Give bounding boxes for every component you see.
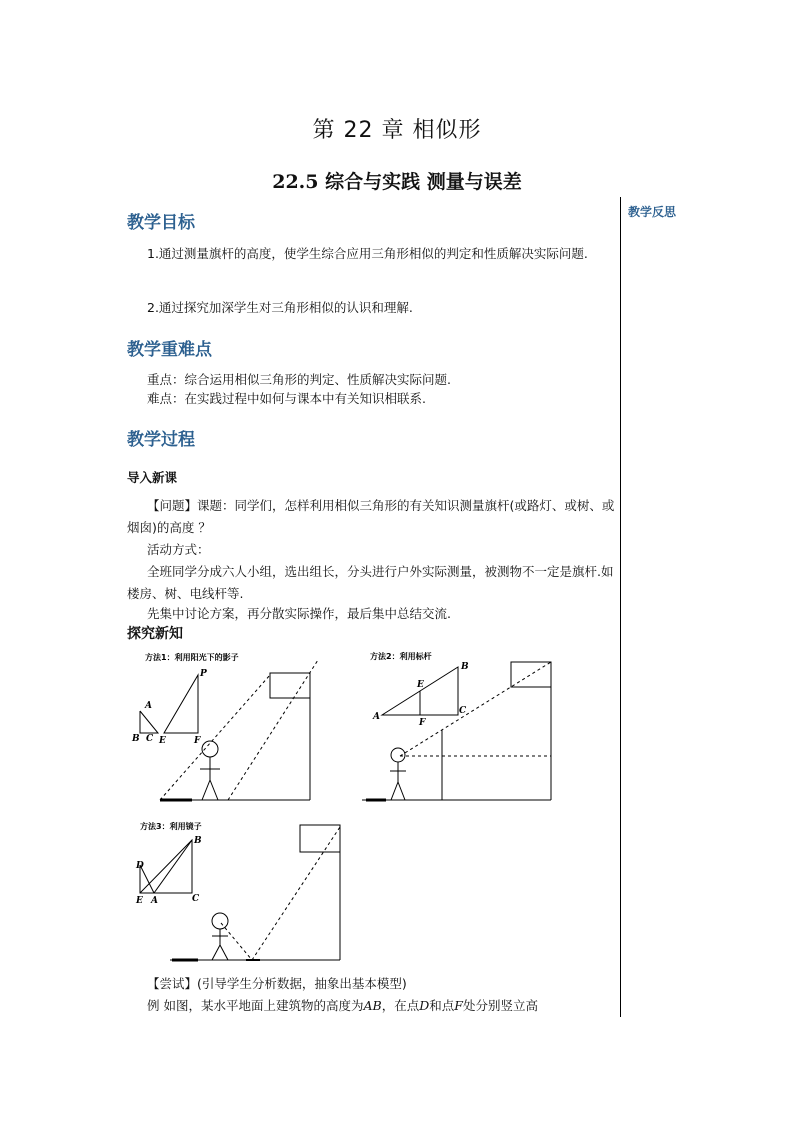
objectives-heading: 教学目标 [127, 213, 195, 233]
label-D3: D [136, 861, 144, 871]
objective-1: 1.通过测量旗杆的高度，使学生综合应用三角形相似的判定和性质解决实际问题. [147, 246, 588, 261]
label-E3: E [136, 896, 143, 906]
method3-diagram [128, 815, 358, 975]
method2-caption: 方法2：利用标杆 [370, 652, 432, 661]
label-C2: C [459, 706, 467, 716]
intro-heading: 导入新课 [127, 470, 178, 485]
sidebar-label: 教学反思 [628, 205, 677, 219]
method1-diagram [128, 645, 328, 805]
focus-text: 重点：综合运用相似三角形的判定、性质解决实际问题. [147, 372, 451, 387]
method3-caption: 方法3：利用镜子 [140, 822, 202, 831]
label-B2: B [461, 662, 469, 672]
chapter-title: 第 22 章 相似形 [312, 118, 482, 143]
label-B1: B [132, 734, 140, 744]
label-E2: E [417, 680, 424, 690]
activity-text: 全班同学分成六人小组，选出组长，分头进行户外实际测量，被测物不一定是旗杆.如楼房、树、电线杆等. [127, 564, 614, 601]
example-text: 例 如图，某水平地面上建筑物的高度为AB，在点D和点F处分别竖立高 [147, 998, 538, 1013]
label-A2: A [373, 712, 380, 722]
question-text: 【问题】课题：同学们，怎样利用相似三角形的有关知识测量旗杆(或路灯、或树、或烟囱)的高度 ？ [127, 498, 615, 535]
section-title: 22.5 综合与实践 测量与误差 [272, 171, 522, 193]
sidebar-divider [620, 197, 621, 1017]
plan-text: 先集中讨论方案，再分散实际操作，最后集中总结交流. [147, 606, 451, 621]
label-C3: C [192, 894, 200, 904]
label-A3: A [151, 896, 158, 906]
try-text: 【尝试】(引导学生分析数据，抽象出基本模型) [147, 976, 407, 991]
label-B3: B [194, 836, 202, 846]
label-F2: F [419, 718, 426, 728]
activity-label: 活动方式： [147, 542, 210, 557]
method2-diagram [360, 645, 560, 805]
difficulty-text: 难点：在实践过程中如何与课本中有关知识相联系. [147, 391, 426, 406]
label-A1: A [145, 701, 152, 711]
key-points-heading: 教学重难点 [127, 340, 212, 360]
objective-2: 2.通过探究加深学生对三角形相似的认识和理解. [147, 300, 413, 315]
process-heading: 教学过程 [127, 430, 195, 450]
label-F1: F [194, 736, 201, 746]
label-P1: P [200, 669, 207, 679]
explore-heading: 探究新知 [127, 626, 183, 642]
label-C1: C [146, 734, 154, 744]
label-E1: E [159, 736, 166, 746]
method1-caption: 方法1：利用阳光下的影子 [145, 653, 239, 662]
